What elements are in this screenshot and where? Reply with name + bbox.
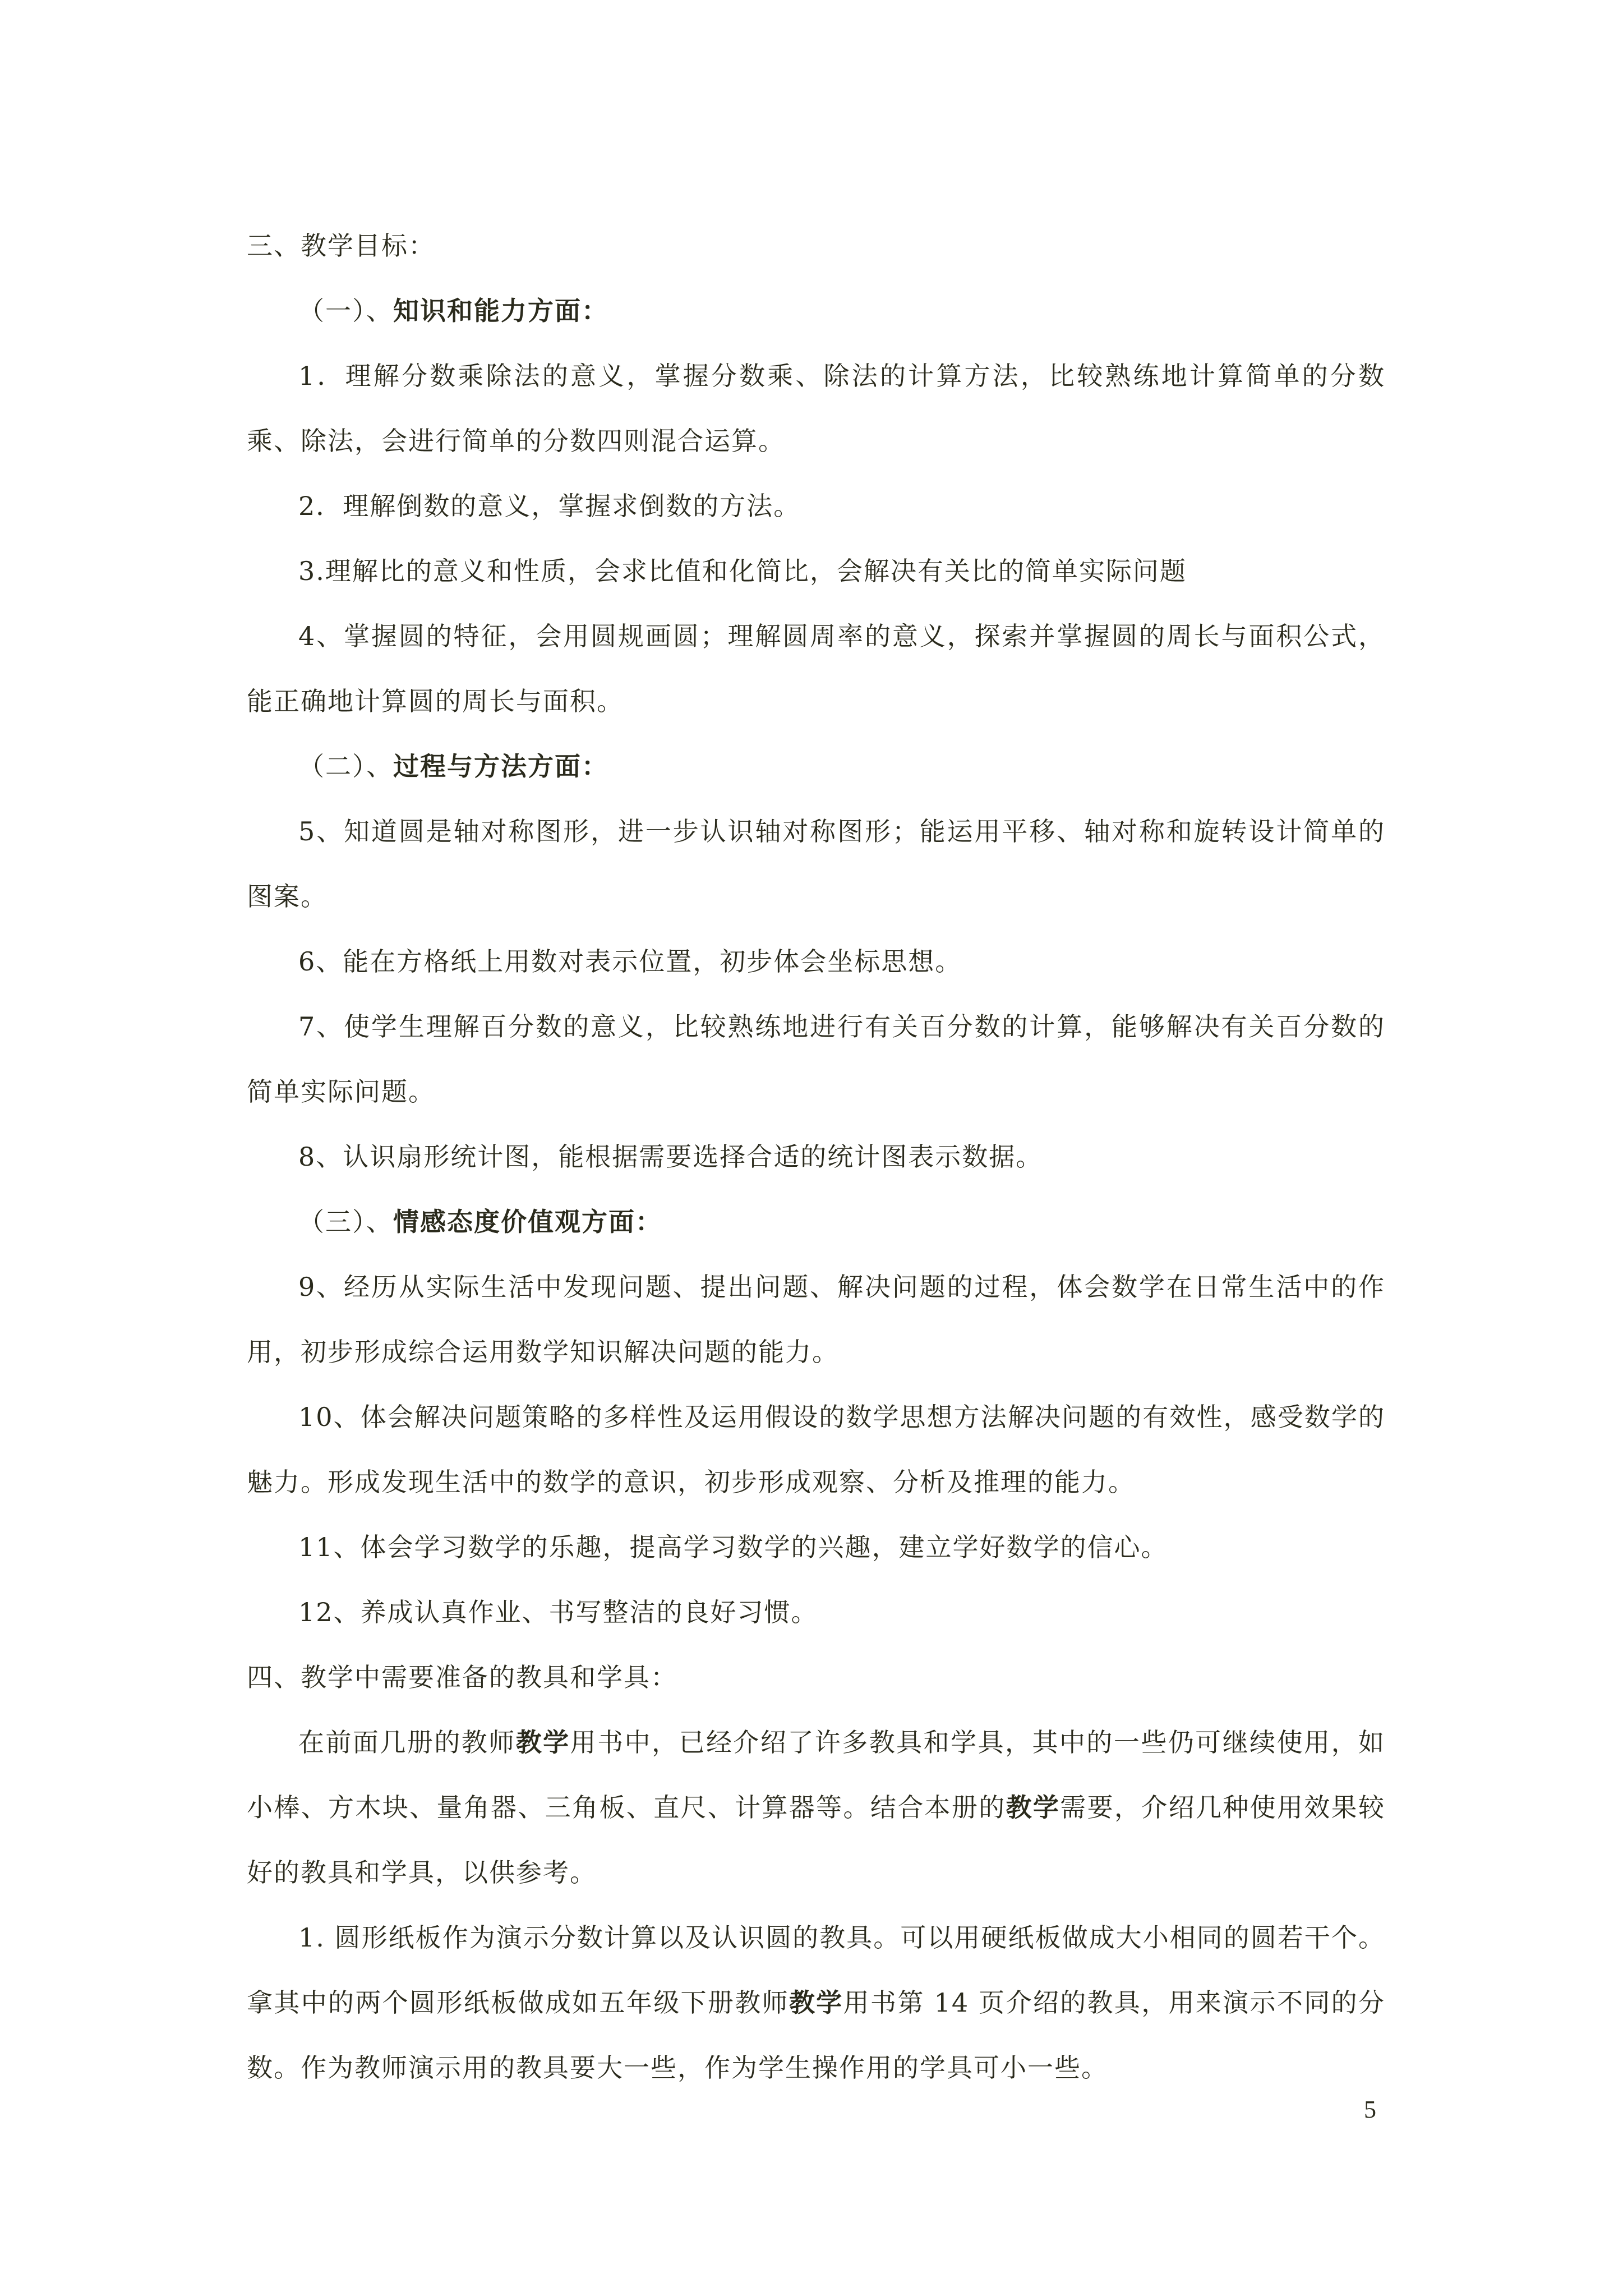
section-heading-teaching-aids: 四、教学中需要准备的教具和学具： bbox=[247, 1662, 677, 1692]
subheading-number: （三）、 bbox=[298, 1207, 393, 1237]
goal-item-8: 8、认识扇形统计图，能根据需要选择合适的统计图表示数据。 bbox=[298, 1142, 1043, 1172]
text-run: 1. 圆形纸板作为演示分数计算以及认识圆的教具。可以用硬纸板做成大小相同的圆若干个。拿其中的两个圆形纸板做成如五年级下册教师 bbox=[247, 1922, 1385, 2018]
text-run: 在前面几册的教师 bbox=[298, 1727, 516, 1757]
page-content bbox=[247, 213, 1385, 2100]
text-run: 需要，介绍几种使用效果较好的教具和学具，以供参考。 bbox=[247, 1792, 1386, 1888]
goal-item-5: 5、知道圆是轴对称图形，进一步认识轴对称图形；能运用平移、轴对称和旋转设计简单的图案。 bbox=[247, 816, 1385, 912]
bold-text-run: 教学 bbox=[1006, 1792, 1061, 1823]
goal-item-10: 10、体会解决问题策略的多样性及运用假设的数学思想方法解决问题的有效性，感受数学的魅力。形成发现生活中的数学的意识，初步形成观察、分析及推理的能力。 bbox=[247, 1402, 1385, 1497]
page-number: 5 bbox=[1364, 2096, 1376, 2123]
subheading-title: 知识和能力方面： bbox=[393, 296, 608, 326]
subheading-emotion-attitude-values bbox=[247, 1189, 1385, 1254]
goal-item-9: 9、经历从实际生活中发现问题、提出问题、解决问题的过程，体会数学在日常生活中的作用，初步形成综合运用数学知识解决问题的能力。 bbox=[247, 1272, 1385, 1367]
subheading-number: （一）、 bbox=[298, 296, 393, 326]
subheading-process-method bbox=[247, 734, 1385, 799]
goal-item-4: 4、掌握圆的特征，会用圆规画圆；理解圆周率的意义，探索并掌握圆的周长与面积公式，能正确地计算圆的周长与面积。 bbox=[247, 621, 1385, 716]
goal-item-6: 6、能在方格纸上用数对表示位置，初步体会坐标思想。 bbox=[298, 946, 962, 977]
bold-text-run: 教学 bbox=[515, 1727, 570, 1757]
teaching-aids-intro-paragraph bbox=[247, 1710, 1385, 1905]
bold-text-run: 教学 bbox=[789, 1987, 843, 2018]
goal-item-1: 1．理解分数乘除法的意义，掌握分数乘、除法的计算方法，比较熟练地计算简单的分数乘、除法，会进行简单的分数四则混合运算。 bbox=[247, 361, 1385, 456]
text-run: 用书中，已经介绍了许多教具和学具，其中的一些仍可继续使用，如小棒、方木块、量角器、三角板、直尺、计算器等。结合本册的 bbox=[247, 1727, 1386, 1823]
goal-item-7: 7、使学生理解百分数的意义，比较熟练地进行有关百分数的计算，能够解决有关百分数的简单实际问题。 bbox=[247, 1011, 1385, 1107]
subheading-title: 情感态度价值观方面： bbox=[393, 1207, 662, 1237]
subheading-knowledge-ability bbox=[247, 278, 1385, 343]
goal-item-2: 2．理解倒数的意义，掌握求倒数的方法。 bbox=[298, 491, 801, 521]
teaching-aid-item-1 bbox=[247, 1905, 1385, 2100]
subheading-number: （二）、 bbox=[298, 751, 393, 781]
subheading-title: 过程与方法方面： bbox=[393, 751, 608, 781]
goal-item-3: 3.理解比的意义和性质，会求比值和化简比，会解决有关比的简单实际问题 bbox=[298, 556, 1187, 586]
text-run: 用书第 14 页介绍的教具，用来演示不同的分数。作为教师演示用的教具要大一些，作为学生操作用的学具可小一些。 bbox=[247, 1987, 1386, 2083]
goal-item-11: 11、体会学习数学的乐趣，提高学习数学的兴趣，建立学好数学的信心。 bbox=[298, 1532, 1168, 1562]
goal-item-12: 12、养成认真作业、书写整洁的良好习惯。 bbox=[298, 1597, 818, 1627]
section-heading-teaching-goals: 三、教学目标： bbox=[247, 231, 435, 261]
